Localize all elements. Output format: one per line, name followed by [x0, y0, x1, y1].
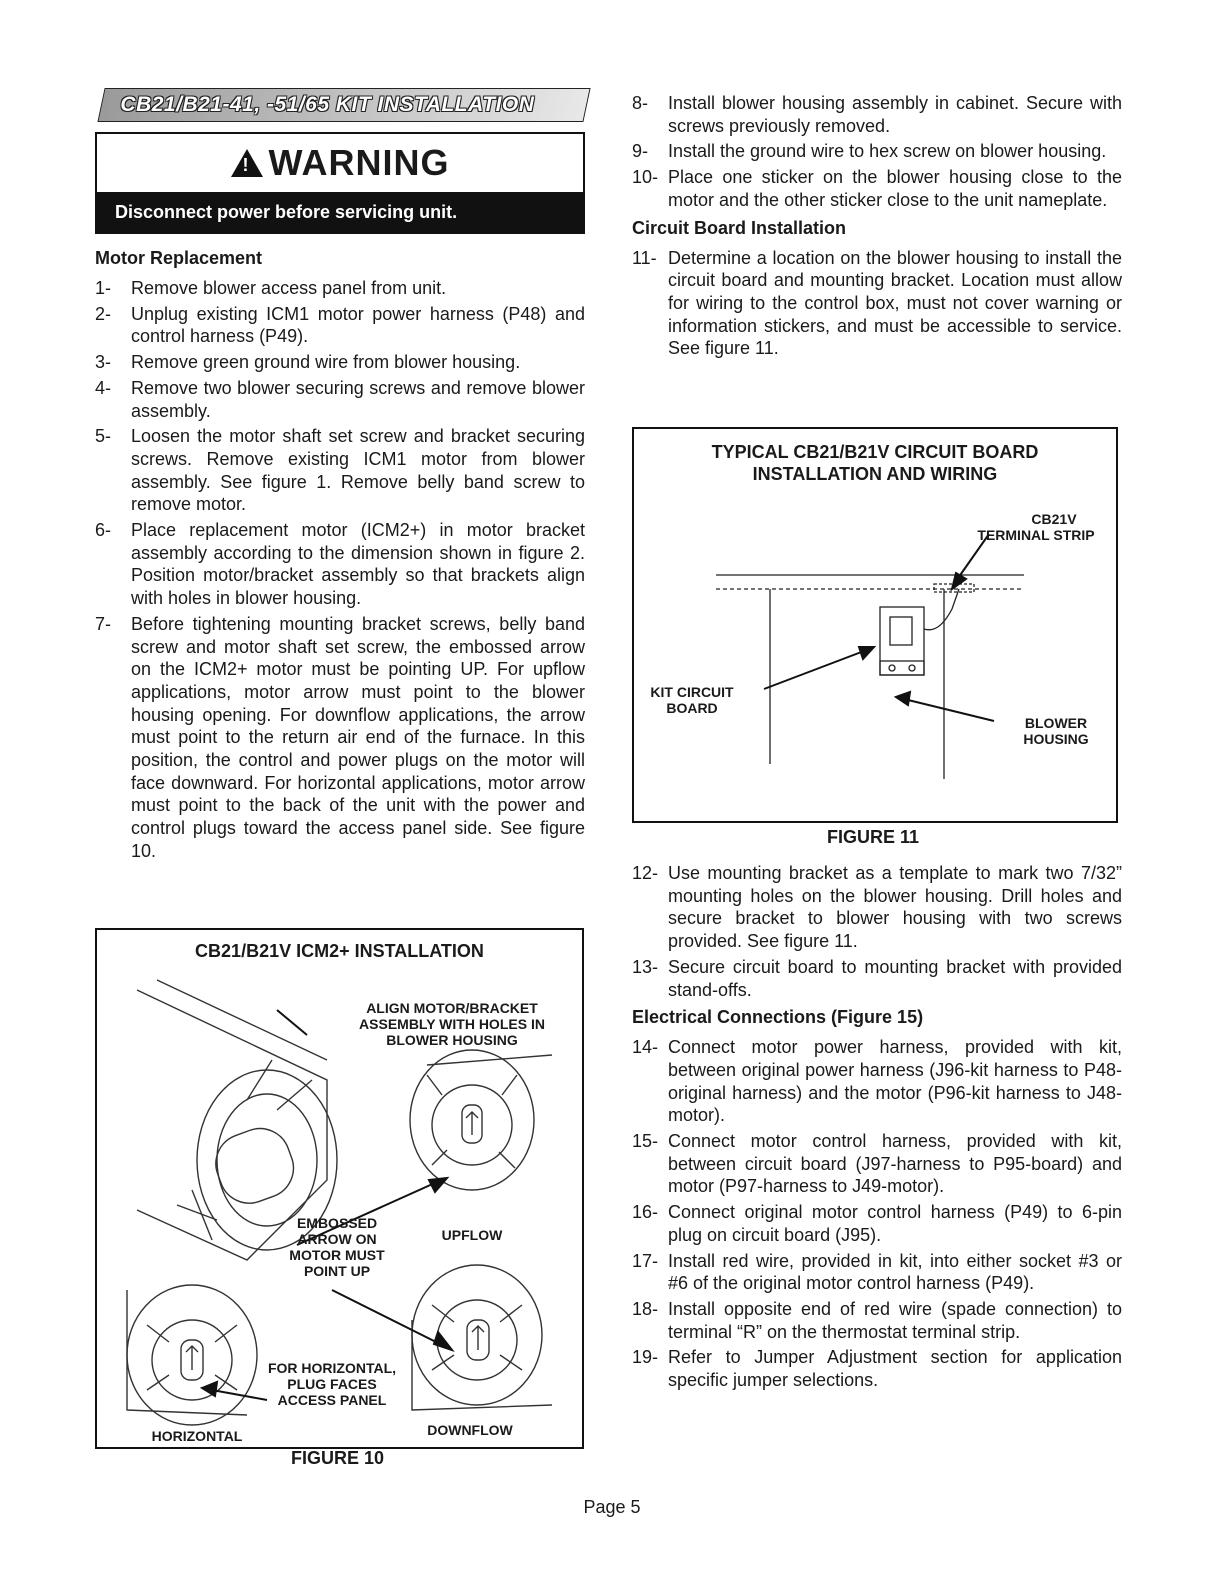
figure-10-box [95, 928, 584, 1449]
label-kit-circuit: KIT CIRCUIT [650, 684, 734, 700]
step-item: 8- Install blower housing assembly in cabinet. Secure with screws previously removed. [632, 93, 1122, 136]
step-item: 1- Remove blower access panel from unit. [95, 278, 447, 298]
warning-triangle-icon [231, 149, 263, 177]
figure-11-box [632, 427, 1118, 823]
right-steps-b [632, 862, 1122, 1001]
step-item: 11- Determine a location on the blower housing to install the circuit board and mounting bracket. Location must allow for wiring to the control box, must not cover warning or information stickers, and must be accessible to service. See figure 11. [632, 247, 1122, 359]
step-item: 17- Install red wire, provided in kit, into either socket #3 or #6 of the original motor control harness (P49). [632, 1250, 1122, 1294]
circuit-board-steps [632, 247, 1122, 361]
label-align: ALIGN MOTOR/BRACKET ASSEMBLY WITH HOLES IN BLOWER HOUSING [359, 1000, 545, 1048]
step-item: 7- Before tightening mounting bracket screws, belly band screw and motor shaft set screw, the embossed arrow on the ICM2+ motor must be pointing UP. For upflow applications, motor arrow must point to the blower housing opening. For downflow applications, the arrow must point to the return air end of the furnace. In this position, the control and power plugs on the motor will face downward. For horizontal applications, motor arrow must point to the back of the unit with the power and control plugs toward the access panel side. See figure 10. [95, 613, 585, 861]
section-banner [97, 88, 590, 122]
circuit-board-heading: Circuit Board Installation [632, 217, 847, 238]
label-cb21v: CB21V [1031, 511, 1077, 527]
label-downflow: DOWNFLOW [427, 1422, 513, 1438]
page-number: Page 5 [583, 1497, 641, 1517]
electrical-connections-heading: Electrical Connections (Figure 15) [632, 1007, 924, 1028]
step-item: 6- Place replacement motor (ICM2+) in motor bracket assembly according to the dimension shown in figure 2. Position motor/bracket assembly so that brackets align with holes in blower housing. [95, 520, 585, 609]
step-item: 15- Connect motor control harness, provided with kit, between circuit board (J97-harness to P95-board) and motor (P97-harness to J49-motor). [632, 1131, 1122, 1197]
label-embossed: EMBOSSED ARROW ON MOTOR MUST POINT UP [289, 1215, 385, 1279]
step-item: 5- Loosen the motor shaft set screw and bracket securing screws. Remove existing ICM1 motor from blower assembly. See figure 1. Remove belly band screw to remove motor. [95, 426, 585, 515]
figure-10-title: CB21/B21V ICM2+ INSTALLATION [195, 941, 484, 961]
step-item: 4- Remove two blower securing screws and remove blower assembly. [95, 377, 585, 421]
label-housing: HOUSING [1023, 731, 1089, 747]
label-board: BOARD [666, 700, 718, 716]
left-column [95, 88, 585, 866]
warning-title: WARNING [268, 142, 450, 183]
right-steps-a [632, 92, 1122, 212]
label-upflow: UPFLOW [441, 1227, 503, 1243]
step-item: 12- Use mounting bracket as a template to mark two 7/32” mounting holes on the blower housing. Drill holes and secure bracket to blower housing with two screws provided. See figure 11. [632, 863, 1122, 952]
right-column-lower [632, 862, 1122, 1395]
step-item: 14- Connect motor power harness, provided with kit, between original power harness (J96-kit harness to P48-original harness) and the motor (P96-kit harness to J48-motor). [632, 1037, 1122, 1126]
label-horizontal: HORIZONTAL [151, 1428, 243, 1444]
step-item: 9- Install the ground wire to hex screw on blower housing. [632, 141, 1107, 162]
figure-11-title-line2: INSTALLATION AND WIRING [752, 464, 998, 484]
warning-message: Disconnect power before servicing unit. [97, 192, 583, 232]
step-item: 2- Unplug existing ICM1 motor power harness (P48) and control harness (P49). [95, 303, 585, 347]
step-item: 3- Remove green ground wire from blower housing. [95, 352, 521, 373]
warning-box [95, 132, 585, 234]
step-item: 19- Refer to Jumper Adjustment section for application specific jumper selections. [632, 1347, 1122, 1391]
figure-10-caption: FIGURE 10 [290, 1448, 385, 1468]
step-item: 10- Place one sticker on the blower housing close to the motor and the other sticker close to the unit nameplate. [632, 167, 1122, 210]
step-item: 18- Install opposite end of red wire (spade connection) to terminal “R” on the thermostat terminal strip. [632, 1298, 1122, 1342]
electrical-steps [632, 1036, 1122, 1392]
step-item: 16- Connect original motor control harness (P49) to 6-pin plug on circuit board (J95). [632, 1202, 1122, 1245]
motor-replacement-steps [95, 277, 585, 863]
motor-replacement-heading: Motor Replacement [95, 248, 263, 268]
label-terminal-strip: TERMINAL STRIP [977, 527, 1095, 543]
label-blower: BLOWER [1024, 715, 1088, 731]
figure-11-title-line1: TYPICAL CB21/B21V CIRCUIT BOARD [711, 442, 1039, 462]
step-item: 13- Secure circuit board to mounting bracket with provided stand-offs. [632, 956, 1122, 1000]
figure-11-caption: FIGURE 11 [826, 827, 920, 847]
section-title: CB21/B21-41, -51/65 KIT INSTALLATION [120, 93, 535, 116]
right-column [632, 92, 1122, 363]
label-for-horizontal: FOR HORIZONTAL, PLUG FACES ACCESS PANEL [267, 1360, 397, 1408]
